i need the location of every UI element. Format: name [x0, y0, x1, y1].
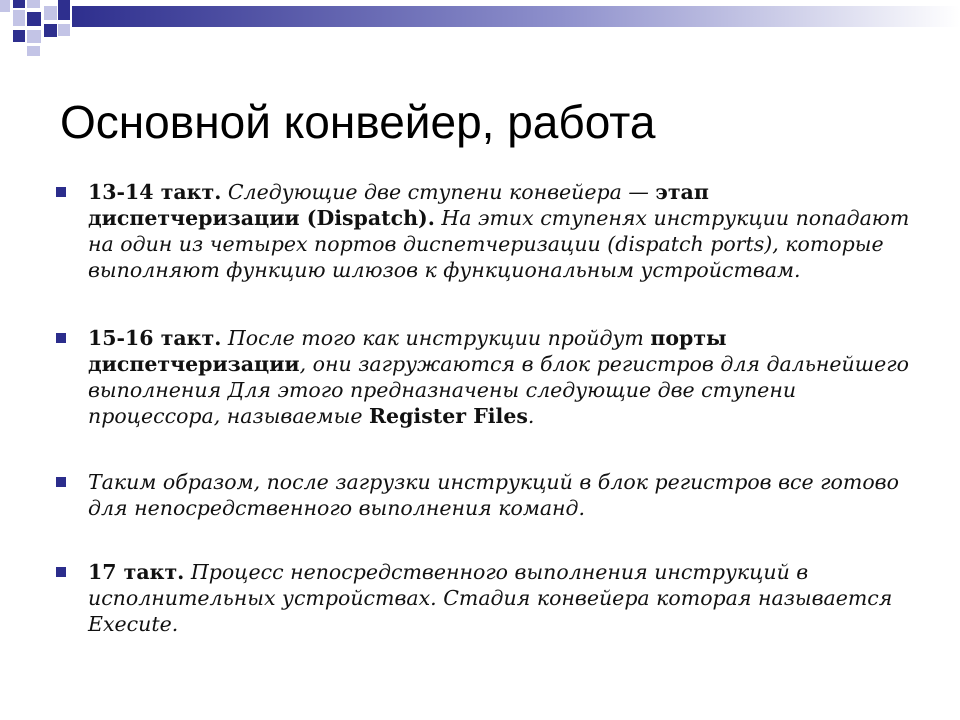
- bullet-marker: [56, 187, 66, 197]
- bullet-text: .: [527, 404, 535, 428]
- bullet-lead: 15-16 такт.: [88, 326, 222, 350]
- bullet-item: [54, 179, 912, 283]
- bullet-lead: 17 такт.: [88, 560, 185, 584]
- bullet-emphasis: Register Files: [369, 404, 528, 428]
- bullet-marker: [56, 567, 66, 577]
- bullet-emphasis: порты диспетчеризации: [88, 326, 727, 376]
- header-decoration: [0, 0, 960, 64]
- slide-title: Основной конвейер, работа: [60, 96, 656, 148]
- bullet-text: Следующие две ступени конвейера —: [227, 180, 656, 204]
- bullet-text: , они загружаются в блок регистров для дальнейшего выполнения Для этого предназначены следующие две ступени процессора, называемые: [88, 352, 909, 428]
- bullet-text: На этих ступенях инструкции попадают на один из четырех портов диспетчеризации (dispatch ports), которые выполняют функцию шлюзов к функциональным устройствам.: [88, 206, 910, 282]
- bullet-marker: [56, 477, 66, 487]
- bullet-marker: [56, 333, 66, 343]
- bullet-list: [54, 179, 912, 637]
- bullet-lead: 13-14 такт.: [88, 180, 222, 204]
- bullet-text: После того как инструкции пройдут: [227, 326, 651, 350]
- bullet-text: Таким образом, после загрузки инструкций в блок регистров все готово для непосредственного выполнения команд.: [88, 470, 899, 520]
- bullet-item: [54, 469, 912, 521]
- bullet-emphasis: этап диспетчеризации (Dispatch).: [88, 180, 709, 230]
- bullet-item: [54, 559, 912, 637]
- bullet-item: [54, 325, 912, 429]
- bullet-text: Процесс непосредственного выполнения инструкций в исполнительных устройствах. Стадия конвейера которая называется Execute.: [88, 560, 893, 636]
